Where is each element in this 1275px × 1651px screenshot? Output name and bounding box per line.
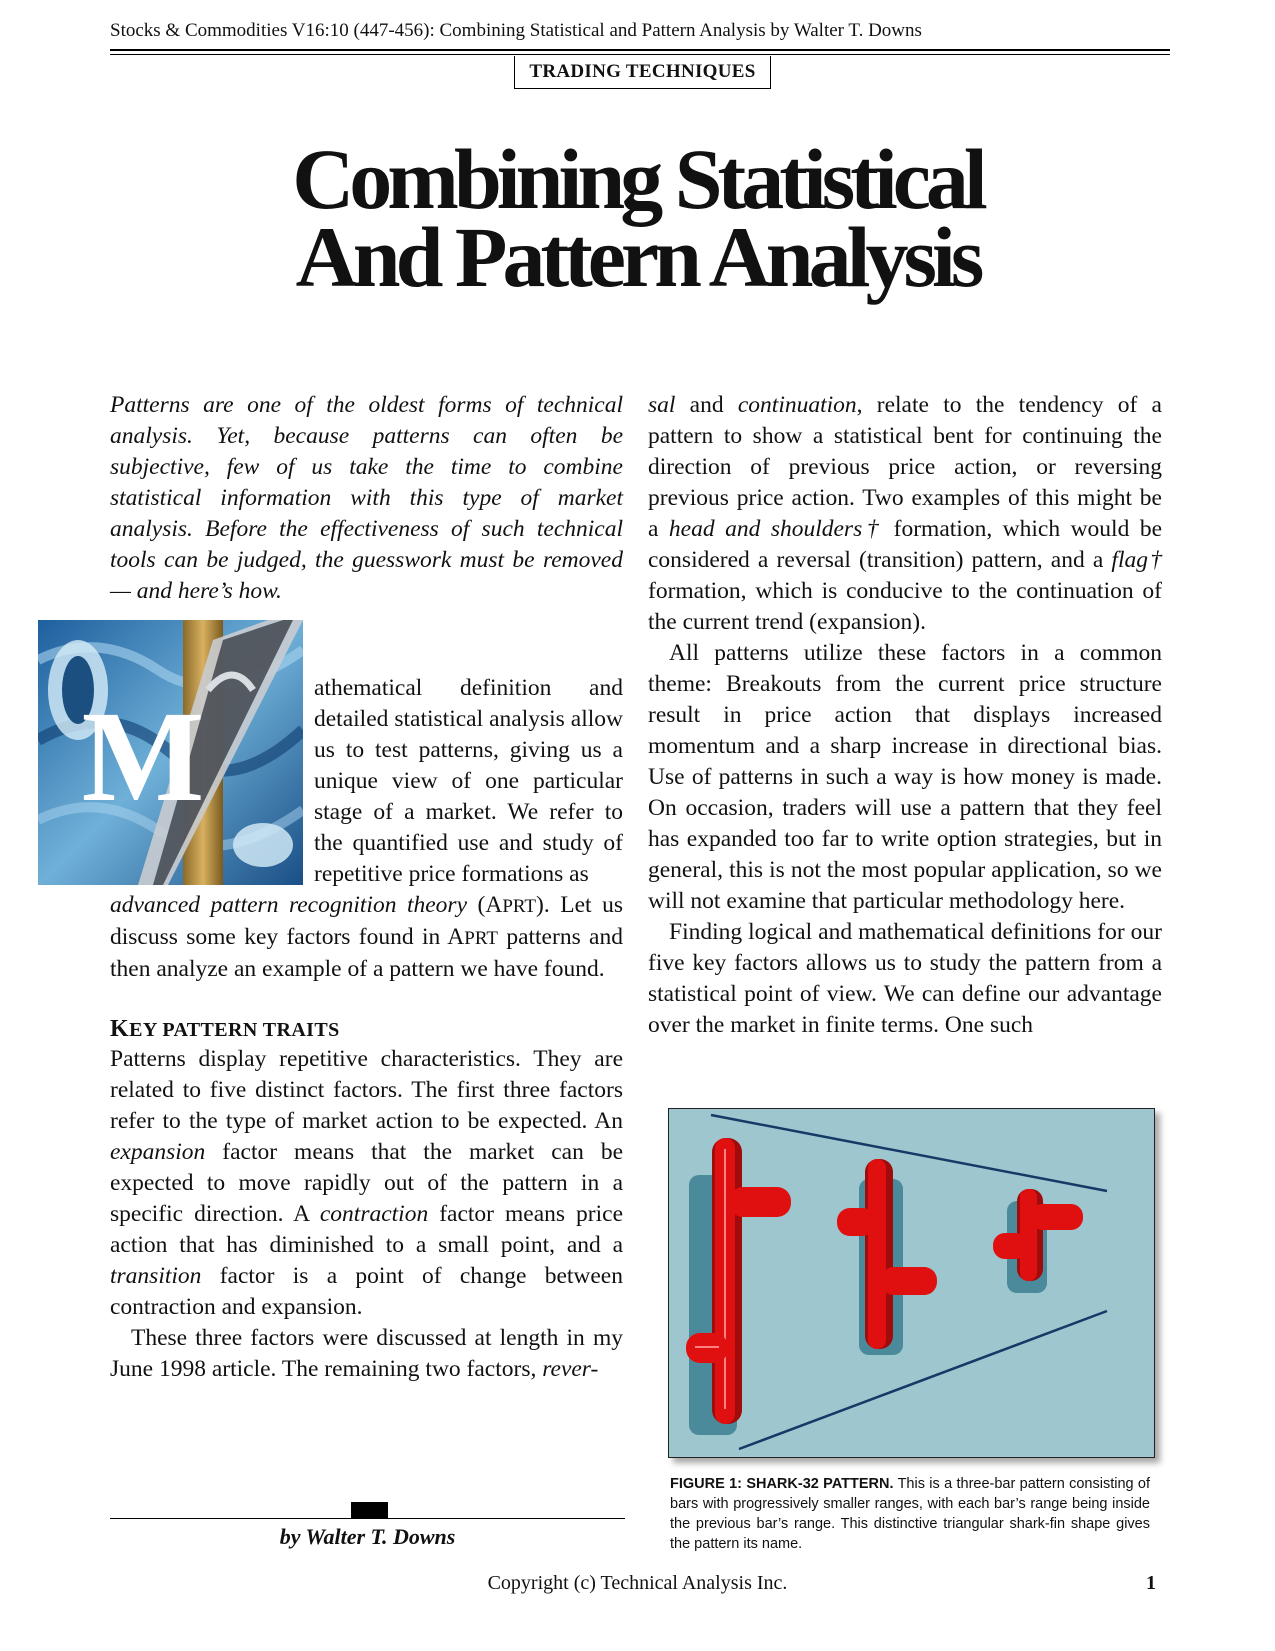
byline-rule — [110, 1518, 625, 1519]
paragraph: All patterns utilize these factors in a common theme: Breakouts from the current price structure result in price action that displays increased momentum and a sharp increase in directional bias. Use of patterns in such a way is how money is made. On occasion, traders will use a pattern that they feel has expanded too far to write option strategies, but in general, this is not the most popular application, so we will not examine that particular methodology here. — [648, 640, 1162, 914]
text-run: factor is a point of change between contraction and expansion. — [110, 1263, 623, 1320]
term-transition: transition — [110, 1263, 202, 1289]
paragraph — [110, 1044, 623, 1323]
intro-paragraph-continued — [110, 890, 623, 985]
figure-caption-text: This is a three-bar pattern consisting of bars with progressively smaller ranges, with each bar’s range being inside the previous bar’s range. This distinctive triangular shark-fin shape gives the pattern its name. — [670, 1476, 1150, 1552]
term-contraction: contraction — [319, 1201, 429, 1227]
running-head: Stocks & Commodities V16:10 (447-456): Combining Statistical and Pattern Analysis by Walter T. Downs — [110, 20, 922, 41]
intro-continued — [110, 890, 623, 985]
article-title — [60, 131, 1215, 305]
intro-wrap-text — [314, 673, 623, 890]
right-column-body — [648, 390, 1162, 1041]
left-column-body — [110, 1044, 623, 1385]
subhead-key-pattern-traits — [110, 1016, 340, 1043]
figure-shark-32-illustration — [668, 1108, 1155, 1458]
drop-cap-letter: M — [81, 685, 205, 829]
deck-text: Patterns are one of the oldest forms of technical analysis. Yet, because patterns can often be subjective, few of us take the time to combine statistical information with this type of market analysis. Before the effectiveness of such technical tools can be judged, the guesswork must be removed — and here’s how. — [110, 392, 623, 604]
paragraph: Finding logical and mathematical definitions for our five key factors allows us to study the pattern from a statistical point of view. We can define our advantage over the market in finite terms. One such — [648, 919, 1162, 1038]
text-run: , relate to the tendency of a pattern to show a statistical bent for continuing the direction of previous price action, or reversing previous price action. Two examples of this might be a — [648, 392, 1162, 542]
upper-trend-line — [711, 1115, 1107, 1191]
text-run: factor means price action that has diminished to a small point, and a — [110, 1201, 623, 1258]
header-rule-thin — [110, 54, 1170, 55]
byline: by Walter T. Downs — [279, 1524, 456, 1549]
page-number: 1 — [1146, 1572, 1156, 1594]
text-run: ). Let us discuss some key factors found in A — [110, 892, 623, 950]
term-continuation: continuation — [737, 392, 857, 418]
text-run: factor means that the market can be expected to move rapidly out of the pattern in a specific direction. A — [110, 1139, 623, 1227]
intro-paragraph-wrap: athematical definition and detailed statistical analysis allow us to test patterns, giving us a unique view of one particular stage of a market. We refer to the quantified use and study of repetitive price formations as — [314, 675, 623, 887]
lower-trend-line — [739, 1311, 1107, 1449]
term-reversal-cont: sal — [648, 392, 676, 418]
text-run: patterns and then analyze an example of a pattern we have found. — [110, 924, 623, 982]
term-expansion: expansion — [110, 1139, 206, 1165]
paragraph — [648, 390, 1162, 638]
term-aprt: advanced pattern recognition theory — [110, 892, 467, 918]
figure-label: FIGURE 1: SHARK-32 PATTERN. — [670, 1476, 894, 1492]
article-deck — [110, 390, 623, 607]
term-reversal: rever- — [542, 1356, 599, 1382]
subhead-initial: K — [110, 1016, 130, 1042]
title-line-2: And Pattern Analysis — [295, 209, 980, 305]
term-flag: flag† — [1111, 547, 1162, 573]
footer-copyright: Copyright (c) Technical Analysis Inc. — [487, 1572, 788, 1594]
term-head-and-shoulders: head and shoulders† — [668, 516, 884, 542]
paragraph — [110, 1323, 623, 1385]
abbr-aprt: PRT — [502, 896, 537, 917]
subhead-rest: EY PATTERN TRAITS — [129, 1019, 340, 1041]
text-run: Patterns display repetitive characteristics. They are related to five distinct factors. The first three factors refer to the type of market action to be expected. An — [110, 1046, 623, 1134]
bar-2 — [837, 1159, 937, 1349]
figure-caption — [670, 1474, 1150, 1554]
bar-3 — [993, 1189, 1083, 1281]
section-tag: TRADING TECHNIQUES — [514, 56, 771, 89]
text-run: and — [675, 392, 738, 418]
text-run: These three factors were discussed at length in my June 1998 article. The remaining two factors, — [110, 1325, 623, 1382]
title-line-1: Combining Statistical — [292, 131, 983, 227]
abbr-aprt: PRT — [464, 928, 498, 949]
text-run: (A — [467, 892, 503, 918]
text-run: formation, which would be considered a reversal (transition) pattern, and a — [648, 516, 1163, 573]
header-rule — [110, 49, 1170, 51]
text-run: formation, which is conducive to the continuation of the current trend (expansion). — [648, 578, 1162, 635]
drop-cap-illustration — [38, 620, 303, 885]
byline-marker — [351, 1502, 388, 1518]
